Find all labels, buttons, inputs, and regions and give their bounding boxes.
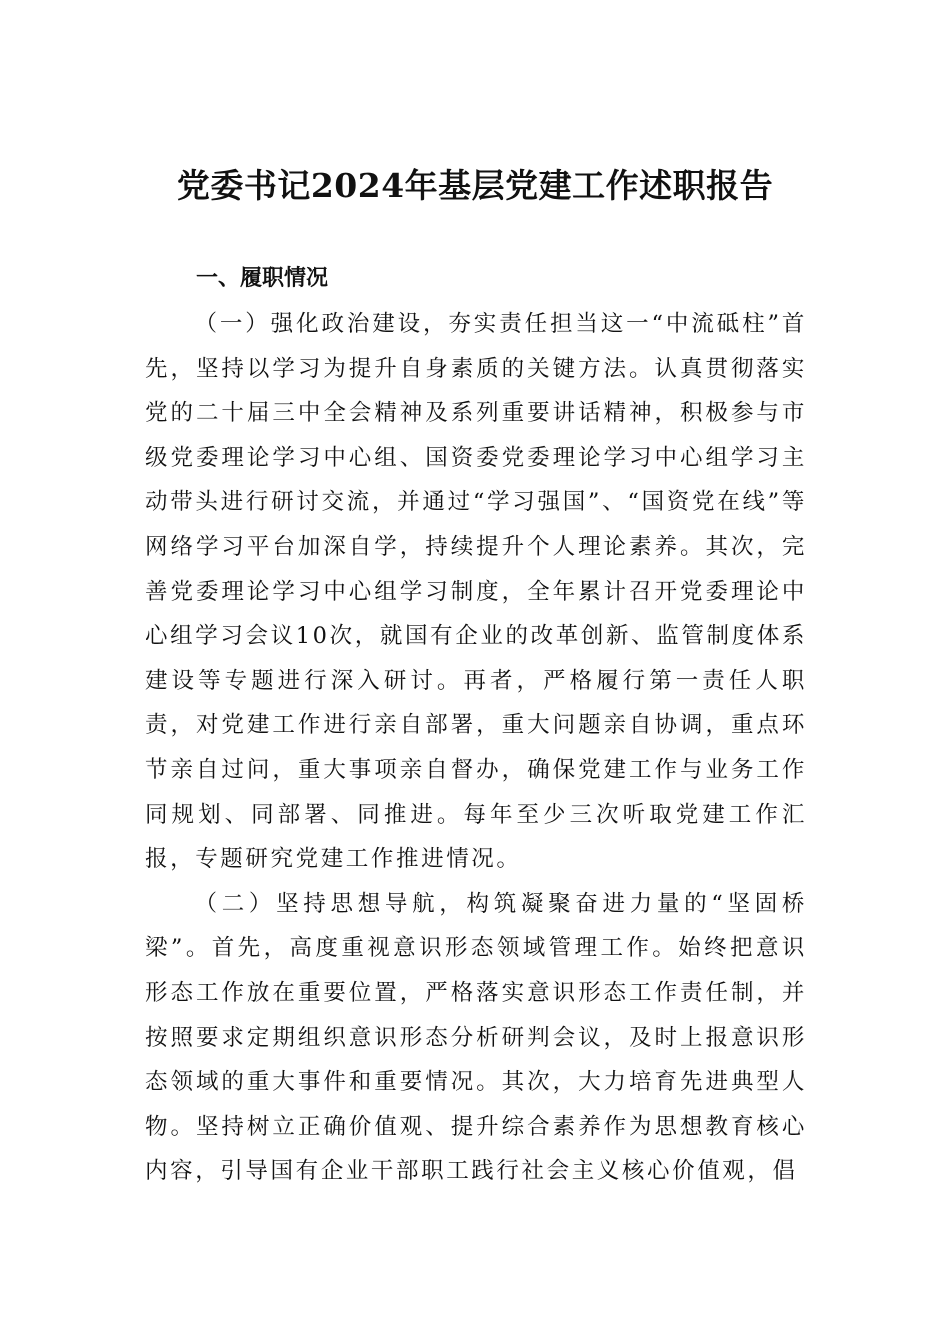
paragraph-1 [145, 302, 807, 882]
paragraph-1-text: 首先，坚持以学习为提升自身素质的关键方法。认真贯彻落实党的二十届三中全会精神及系列重要讲话精神，积极参与市级党委理论学习中心组、国资委党委理论学习中心组学习主动带头进行研讨交流，并通过“学习强国”、“国资党在线”等网络学习平台加深自学，持续提升个人理论素养。其次，完善党委理论学习中心组学习制度，全年累计召开党委理论中心组学习会议10次，就国有企业的改革创新、监管制度体系建设等专题进行深入研讨。再者，严格履行第一责任人职责，对党建工作进行亲自部署，重大问题亲自协调，重点环节亲自过问，重大事项亲自督办，确保党建工作与业务工作同规划、同部署、同推进。每年至少三次听取党建工作汇报，专题研究党建工作推进情况。 [145, 311, 808, 873]
paragraph-2-subheading: （二）坚持思想导航，构筑凝聚奋进力量的“坚固桥梁”。 [145, 890, 807, 962]
paragraph-1-subheading: （一）强化政治建设，夯实责任担当这一“中流砥柱” [194, 311, 782, 337]
paragraph-2-text: 首先，高度重视意识形态领域管理工作。始终把意识形态工作放在重要位置，严格落实意识形态工作责任制，并按照要求定期组织意识形态分析研判会议，及时上报意识形态领域的重大事件和重要情况。其次，大力培育先进典型人物。坚持树立正确价值观、提升综合素养作为思想教育核心内容，引导国有企业干部职工践行社会主义核心价值观，倡 [145, 935, 807, 1185]
document-body [145, 302, 807, 1194]
document-title: 党委书记2024年基层党建工作述职报告 [176, 166, 774, 205]
section-heading: 一、履职情况 [196, 266, 329, 291]
paragraph-2 [145, 882, 807, 1194]
